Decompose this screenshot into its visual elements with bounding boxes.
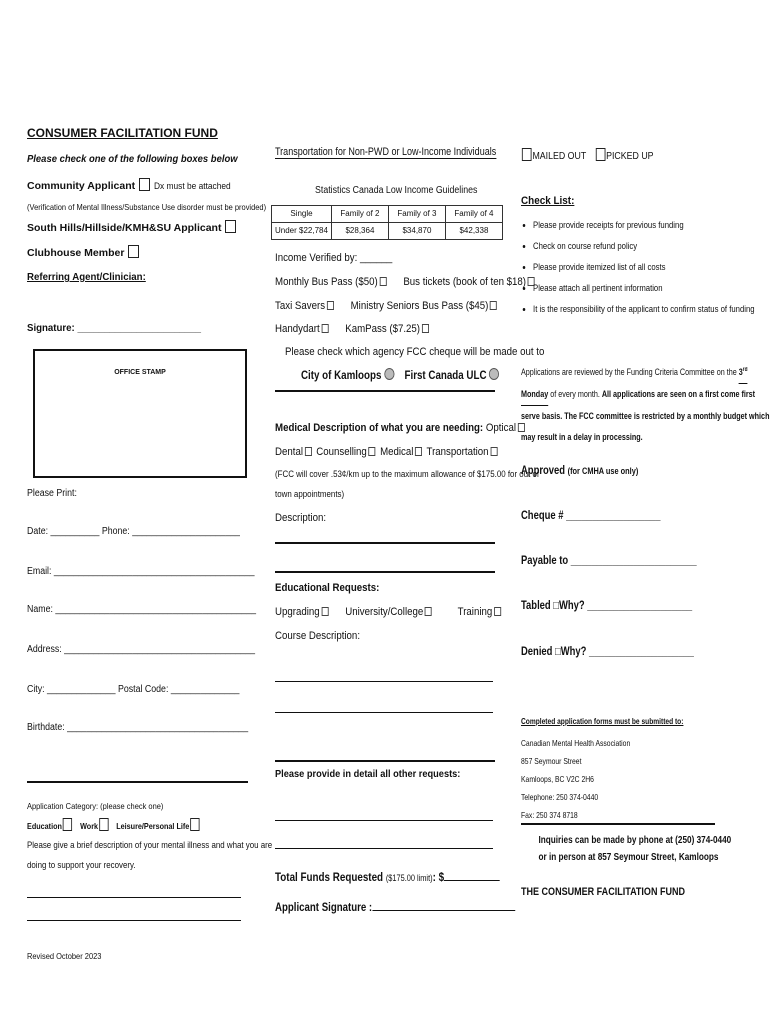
payable-field[interactable]: Payable to ________________________ [521, 555, 697, 567]
south-hills-checkbox[interactable] [225, 220, 236, 233]
clubhouse-label: Clubhouse Member [27, 247, 125, 259]
dental-label: Dental [275, 446, 303, 458]
total-funds-label: Total Funds Requested [275, 870, 384, 884]
course-desc-label: Course Description: [275, 630, 361, 642]
name-field[interactable]: Name: _________________________________________ [27, 604, 257, 615]
review-first-come: All applications are seen on a first come first [601, 389, 756, 399]
revised-date: Revised October 2023 [27, 951, 102, 961]
bus-row [275, 276, 537, 288]
transport-divider [275, 390, 495, 392]
ministry-pass-checkbox[interactable] [490, 301, 497, 310]
review-budget: serve basis. The FCC committee is restricted by a monthly budget which [521, 411, 770, 421]
total-funds-input[interactable] [444, 880, 500, 881]
upgrading-checkbox[interactable] [321, 607, 328, 616]
checklist-item: • Check on course refund policy [533, 236, 755, 257]
describe-line-2: doing to support your recovery. [27, 860, 136, 870]
description-line-2[interactable] [275, 571, 495, 573]
income-header: Family of 3 [388, 206, 445, 223]
agency-choice-row [301, 368, 502, 382]
educational-label: Educational Requests: [275, 582, 380, 594]
applicant-signature-label: Applicant Signature : [275, 902, 373, 914]
inquiries-divider [521, 823, 715, 825]
address-line: Fax: 250 374 8718 [521, 810, 578, 820]
transport-title-text: Transportation for Non-PWD or Low-Income Individuals [275, 146, 497, 158]
other-line-2[interactable] [275, 848, 493, 849]
referring-agent-label: Referring Agent/Clinician: [27, 271, 146, 283]
medical-options-row [275, 446, 499, 458]
email-field[interactable]: Email: _________________________________________ [27, 566, 255, 577]
address-line: Telephone: 250 374-0440 [521, 792, 599, 802]
income-value: Under $22,784 [272, 223, 332, 240]
verification-note: (Verification of Mental Illness/Substance Use disorder must be provided) [27, 202, 267, 212]
course-line-2[interactable] [275, 712, 493, 713]
taxi-savers-checkbox[interactable] [327, 301, 334, 310]
check-instruction: Please check one of the following boxes below [27, 153, 238, 165]
denied-field[interactable]: Denied □Why? ____________________ [521, 646, 694, 658]
office-stamp-label: OFFICE STAMP [114, 369, 166, 376]
transportation-checkbox[interactable] [490, 447, 497, 456]
community-applicant-checkbox[interactable] [139, 178, 150, 191]
university-label: University/College [345, 606, 424, 618]
review-delay: may result in a delay in processing. [521, 432, 643, 442]
applicant-signature-row [275, 902, 515, 914]
mailed-out-label: MAILED OUT [532, 151, 587, 162]
clubhouse-row [27, 245, 140, 259]
checklist-item: • Please provide itemized list of all costs [533, 257, 755, 278]
first-canada-label: First Canada ULC [404, 370, 487, 382]
income-table [271, 205, 503, 240]
course-divider [275, 760, 495, 762]
leisure-label: Leisure/Personal Life [116, 821, 190, 831]
review-monday: Monday [521, 384, 548, 406]
kampass-checkbox[interactable] [422, 324, 429, 333]
mailed-out-checkbox[interactable] [522, 148, 532, 161]
work-label: Work [80, 821, 99, 831]
approved-label: Approved [521, 465, 566, 477]
transport-title [275, 146, 496, 159]
checklist-item: • It is the responsibility of the applicant to confirm status of funding [533, 299, 755, 320]
inquiries-line-2: or in person at 857 Seymour Street, Kamloops [538, 852, 719, 863]
kampass-label: KamPass ($7.25) [345, 323, 421, 335]
review-text: of every month. [548, 389, 602, 399]
dental-checkbox[interactable] [305, 447, 312, 456]
other-requests-label: Please provide in detail all other requests: [275, 768, 461, 780]
south-hills-label: South Hills/Hillside/KMH&SU Applicant [27, 222, 222, 234]
review-third [739, 360, 748, 384]
form-title: CONSUMER FACILITATION FUND [27, 126, 218, 140]
review-third-number: 3 [738, 367, 743, 377]
review-paragraph [521, 360, 769, 448]
please-print-label: Please Print: [27, 488, 77, 499]
review-text: Applications are reviewed by the Funding Criteria Committee on the [521, 367, 739, 377]
inquiries-block [521, 832, 732, 866]
footer-title: THE CONSUMER FACILITATION FUND [521, 886, 686, 898]
handydart-checkbox[interactable] [321, 324, 328, 333]
picked-up-checkbox[interactable] [596, 148, 606, 161]
income-header: Family of 4 [445, 206, 502, 223]
stats-title: Statistics Canada Low Income Guidelines [315, 185, 478, 196]
education-checkbox[interactable] [63, 818, 72, 831]
address-field[interactable]: Address: _______________________________________ [27, 644, 256, 655]
income-value: $42,338 [445, 223, 502, 240]
taxi-row [275, 300, 499, 312]
university-checkbox[interactable] [425, 607, 432, 616]
total-funds-row [275, 870, 500, 884]
other-line-1[interactable] [275, 820, 493, 821]
medical-checkbox[interactable] [415, 447, 422, 456]
bus-tickets-label: Bus tickets (book of ten $18) [403, 276, 527, 288]
income-header: Family of 2 [331, 206, 388, 223]
checklist-item: • Please provide receipts for previous funding [533, 215, 755, 236]
handydart-row [275, 323, 431, 335]
cmha-address [521, 734, 630, 824]
first-canada-radio[interactable] [489, 368, 499, 380]
medical-desc-row [275, 422, 527, 434]
income-header: Single [272, 206, 332, 223]
bus-pass-checkbox[interactable] [380, 277, 387, 286]
optical-label: Optical [485, 422, 516, 434]
approved-note: (for CMHA use only) [567, 466, 639, 476]
city-kamloops-label: City of Kamloops [301, 370, 382, 382]
submit-title: Completed application forms must be submitted to: [521, 716, 684, 726]
medical-desc-label: Medical Description of what you are needing: [275, 422, 484, 434]
address-line: Canadian Mental Health Association [521, 738, 631, 748]
cheque-field[interactable]: Cheque # __________________ [521, 510, 661, 522]
signature-line[interactable]: Signature: _______________________ [27, 322, 202, 334]
checklist-item: • Please attach all pertinent information [533, 278, 755, 299]
tabled-field[interactable]: Tabled □Why? ____________________ [521, 600, 693, 612]
describe-answer-line-2[interactable] [27, 920, 241, 921]
address-line: 857 Seymour Street [521, 756, 582, 766]
income-header-row [272, 206, 503, 223]
bus-pass-label: Monthly Bus Pass ($50) [275, 276, 378, 288]
training-label: Training [457, 606, 493, 618]
training-checkbox[interactable] [494, 607, 501, 616]
describe-answer-line-1[interactable] [27, 897, 241, 898]
limit-note: ($175.00 limit) [385, 873, 433, 883]
dx-attached-note: Dx must be attached [153, 181, 231, 192]
community-applicant-label: Community Applicant [27, 180, 136, 192]
address-line: Kamloops, BC V2C 2H6 [521, 774, 594, 784]
checklist-title: Check List: [521, 195, 575, 207]
upgrading-label: Upgrading [275, 606, 320, 618]
office-stamp-box [33, 349, 247, 478]
leisure-checkbox[interactable] [190, 818, 199, 831]
category-options [27, 818, 200, 831]
description-label: Description: [275, 512, 327, 524]
counselling-label: Counselling [316, 446, 367, 458]
description-line-1[interactable] [275, 542, 495, 544]
fcc-cover-line-2: town appointments) [275, 489, 345, 499]
application-category-label: Application Category: (please check one) [27, 801, 164, 811]
clubhouse-checkbox[interactable] [128, 245, 139, 258]
inquiries-line-1: Inquiries can be made by phone at (250) 374-0440 [538, 835, 732, 846]
checklist [521, 215, 755, 320]
ministry-pass-label: Ministry Seniors Bus Pass ($45) [350, 300, 489, 312]
income-value-row [272, 223, 503, 240]
date-phone-field[interactable]: Date: __________ Phone: ______________________ [27, 526, 240, 537]
income-value: $34,870 [388, 223, 445, 240]
community-applicant-row [27, 178, 241, 192]
education-label: Education [27, 821, 62, 831]
taxi-savers-label: Taxi Savers [275, 300, 326, 312]
transportation-label: Transportation [426, 446, 489, 458]
review-third-suffix: rd [742, 367, 748, 373]
applicant-signature-input[interactable] [372, 910, 515, 911]
approved-row [521, 465, 638, 477]
work-checkbox[interactable] [99, 818, 108, 831]
educational-options-row [275, 606, 503, 618]
handydart-label: Handydart [275, 323, 320, 335]
birthdate-field[interactable]: Birthdate: _____________________________________ [27, 722, 249, 733]
cheque-question: Please check which agency FCC cheque will be made out to [285, 346, 545, 358]
picked-up-label: PICKED UP [606, 151, 654, 162]
income-value: $28,364 [331, 223, 388, 240]
describe-line-1: Please give a brief description of your mental illness and what you are [27, 840, 273, 850]
city-kamloops-radio[interactable] [384, 368, 394, 380]
medical-label: Medical [380, 446, 414, 458]
section-divider [27, 781, 248, 783]
south-hills-row [27, 220, 237, 234]
income-verified-field[interactable]: Income Verified by: ______ [275, 252, 393, 264]
course-line-1[interactable] [275, 681, 493, 682]
delivery-row [521, 148, 654, 162]
counselling-checkbox[interactable] [369, 447, 376, 456]
city-postal-field[interactable]: City: ______________ Postal Code: ______________ [27, 684, 240, 695]
dollar-sign: : $ [432, 870, 445, 884]
fcc-cover-line-1: (FCC will cover .53¢/km up to the maximum allowance of $175.00 for out of [275, 469, 540, 479]
